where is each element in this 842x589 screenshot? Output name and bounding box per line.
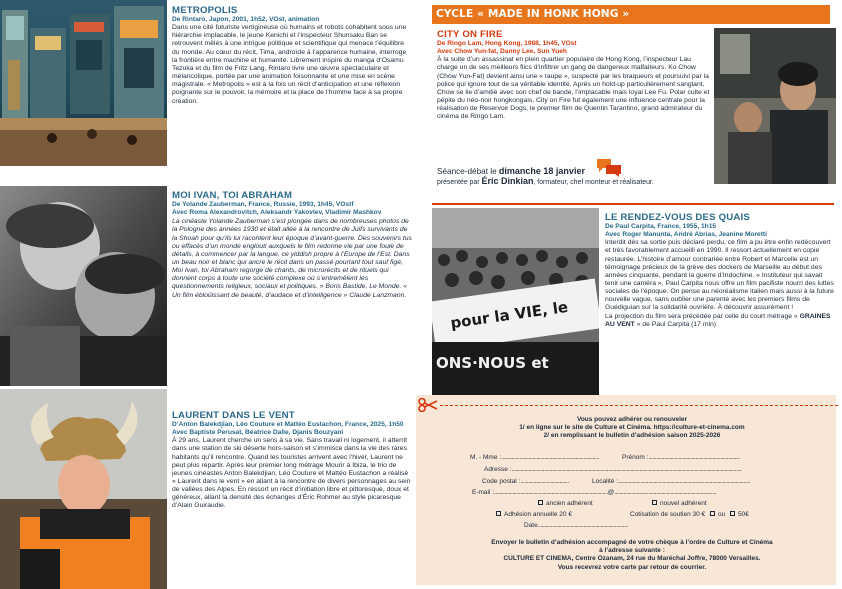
film-title: MOI IVAN, TOI ABRAHAM	[172, 190, 293, 201]
laurent-still	[0, 389, 167, 589]
send-line-2: à l’adresse suivante :	[599, 547, 665, 555]
film-meta-director: D’Anton Balekdjian, Léo Couture et Mattéo Eustachon, France, 2025, 1h50	[172, 421, 404, 428]
city-on-fire-still	[714, 28, 836, 184]
film-note: La projection du film sera précédée par celle du court métrage « GRAINES AU VENT » de Paul Carpita (17 min)	[605, 312, 831, 328]
checkbox-icon	[496, 511, 501, 516]
field-postal-code[interactable]: Code postal :.....................................	[482, 478, 569, 485]
banner-text-2: ONS·NOUS et	[436, 354, 549, 372]
membership-form	[436, 416, 828, 441]
checkbox-annual-fee[interactable]: Adhésion annuelle 20 €	[496, 511, 572, 518]
film-synopsis: À 29 ans, Laurent cherche un sens à sa vie. Sans travail ni logement, il atterrit dans une station de ski déserte hors-saison et s’immisce dans la vie des rares habitants qu’il rencontre. Quand les touristes arrivent avec l’hiver, Laurent ne peut plus repartir. Après leur premier long métrage Mourir à Ibiza, le trio de jeunes cinéastes Anton Balekdjian, Léo Couture et Mattéo Eustachon a réalisé « Laurent dans le vent » en allant à la rencontre de divers personnages au sein de vallées des Alpes. En ressort un récit d’initiation libre et pittoresque, doux et généreux, allant la densité des échanges d’Éric Rohmer au style picaresque d’Alain Guiraudie.	[172, 437, 411, 510]
film-meta-cast: Avec Chow Yun-fat, Danny Lee, Sun Yueh	[437, 48, 567, 56]
cycle-banner	[432, 5, 830, 24]
checkbox-icon	[730, 511, 735, 516]
form-intro-2[interactable]: 1/ en ligne sur le site de Culture et Cinéma. https://culture-et-cinema.com	[519, 424, 745, 432]
seance-line-2: présentée par Éric Dinkian, formateur, chef monteur et réalisateur.	[437, 175, 654, 186]
send-line-1: Envoyer le bulletin d’adhésion accompagné de votre chèque à l’ordre de Culture et Cinéma	[491, 539, 773, 546]
field-email[interactable]: E-mail :.......................................................................................@..............................................................................	[472, 489, 717, 496]
seance-info	[437, 167, 717, 187]
film-city-on-fire	[437, 29, 711, 121]
film-synopsis: À la suite d’un assassinat en plein quartier populaire de Hong Kong, l’inspecteur Lau charge un de ses meilleurs flics d’infiltrer un gang de dangereux malfaiteurs. Ko Chow (Chow Yun-Fat) devient ainsi une « taupe », suspecté par les braqueurs et poursuivi par la police qui ignore tout de sa véritable identité. Après un hold-up particulièrement sanglant, Chow se lie d’amitié avec son chef de bande, l’implacable mais loyal Lee Fu. Polar culte et pépite du néo-noir hongkongais, City on Fire fut également une influence centrale pour la réalisation de Reservoir Dogs, le premier film de Quentin Tarantino, grand admirateur du cinéma de Ringo Lam.	[437, 56, 710, 121]
film-title: METROPOLIS	[172, 5, 238, 16]
seance-guest: Éric Dinkian	[481, 175, 534, 186]
film-meta: De Rintaro, Japon, 2001, 1h52, VOst, animation	[172, 16, 320, 23]
banner-text-1: pour la VIE, le	[449, 297, 570, 333]
film-moi-ivan	[172, 190, 412, 300]
film-title: LE RENDEZ-VOUS DES QUAIS	[605, 212, 750, 223]
cut-line	[440, 405, 838, 406]
field-civility[interactable]: M. - Mme :...........................................................................	[470, 454, 600, 461]
send-line-4: Vous recevrez votre carte par retour de courrier.	[557, 563, 707, 571]
film-meta-cast: Avec Roger Manunta, André Abrias, Jeanine Moretti	[605, 231, 767, 239]
speech-bubbles-icon	[596, 158, 622, 178]
field-firstname[interactable]: Prénom :......................................................................	[622, 454, 740, 461]
film-meta-director: De Ringo Lam, Hong Kong, 1988, 1h45, VOst	[437, 40, 577, 47]
film-meta-cast: Avec Roma Alexandrovitch, Aleksandr Yakovlev, Vladimir Mashkov	[172, 209, 382, 217]
section-divider	[432, 203, 834, 205]
cycle-label: CYCLE « MADE IN HONK HONG »	[436, 8, 630, 20]
form-intro-3: 2/ en remplissant le bulletin d’adhésion saison 2025-2026	[543, 432, 721, 440]
film-title: LAURENT DANS LE VENT	[172, 410, 295, 421]
checkbox-former-member[interactable]: ancien adhérent	[538, 500, 593, 507]
film-metropolis	[172, 5, 412, 106]
checkbox-support-fee[interactable]: Cotisation de soutien 30 € ou 50€	[630, 511, 749, 518]
form-intro-1: Vous pouvez adhérer ou renouveler	[576, 416, 688, 423]
film-title: CITY ON FIRE	[437, 29, 503, 40]
metropolis-still	[0, 0, 167, 166]
seance-date: dimanche 18 janvier	[498, 166, 585, 176]
quais-still	[432, 208, 599, 398]
film-synopsis: La cinéaste Yolande Zauberman s’est plongée dans de nombreuses photos de la Pologne des années 1930 et était allée à la rencontre de Juifs survivants de la Shoah pour qu’ils lui racontent leur époque d’avant-guerre. Des souvenirs tus ou effacés d’un monde englouti auxquels le film redonne vie par une foule de détails, à commencer par la langue, ce yiddish propre à l’Europe de l’Est. Dans un beau noir et blanc qui ancre le récit dans un passé pourtant tout sauf figé, Moi Ivan, toi Abraham regorge de chants, de microrécits et de rituels qui donnent corps à toute une société complexe où s’entremêlent les questionnements religieux, sociaux et politiques. » Boris Bastide, Le Monde. « Un film ébloüissant de beauté, d’audace et d’intelligence » Claude Lanzmann.	[172, 218, 412, 299]
seance-line-1: Séance-débat le dimanche 18 janvier	[437, 166, 585, 176]
film-synopsis: Interdit dès sa sortie puis déclaré perdu, ce film a pu être enfin redécouvert et très favorablement accueilli en 1990. Il ressort actuellement en copie restaurée. L’histoire d’amour contrariée entre Robert et Marcelle est un témoignage précieux de la grève des dockers de Marseille au début des années cinquante, pendant la guerre d’Indochine. « Instituteur qui savait tenir une caméra », Paul Carpita nous offre un film pacifiste nourri des luttes sociales de l’époque. On pense au néoréalisme italien mais aussi à la future nouvelle vague, sans oublier une parenté avec les premiers films de Guédiguian sur la solidarité ouvrière. À découvrir assurément !	[605, 239, 834, 312]
form-send-instructions	[436, 539, 828, 572]
scissors-icon	[418, 398, 438, 412]
film-laurent	[172, 410, 412, 511]
film-meta-cast: Avec Baptiste Perusat, Béatrice Dalle, Djanis Bouzyani	[172, 429, 344, 437]
film-rendez-vous-des-quais	[605, 212, 836, 329]
checkbox-icon	[710, 511, 715, 516]
film-meta-director: De Paul Carpita, France, 1955, 1h15	[605, 223, 717, 230]
send-line-3: CULTURE ET CINEMA, Centre Ozanam, 24 rue du Maréchal Joffre, 78000 Versailles.	[503, 555, 761, 563]
checkbox-icon	[652, 500, 657, 505]
checkbox-icon	[538, 500, 543, 505]
field-locality[interactable]: Localité :.....................................................................................................	[592, 478, 750, 485]
film-synopsis: Dans une cité futuriste vertigineuse où humains et robots cohabitent sous une hiérarchie implacable, le jeune Kenichi et l’inspecteur Shunsaku Ban se retrouvent mêlés à une intrigue politique et scientifique qui menace l’équilibre du monde. Au cœur du récit, Tima, androïde à l’apparence humaine, interroge la frontière entre machine et humanité. Librement inspiré du manga d’Osamu Tezuka et du film de Fritz Lang, Rintaro livre une œuvre spectaculaire et mélancolique, portée par une animation foisonnante et une mise en scène magistrale. « Metropolis » est à la fois un récit d’anticipation et une réflexion poignante sur le pouvoir, la mémoire et la place de l’homme face à sa propre création.	[172, 24, 407, 105]
film-meta-director: De Yolande Zauberman, France, Russie, 1993, 1h45, VOstf	[172, 201, 354, 208]
field-date[interactable]: Date.....................................................................	[524, 522, 628, 529]
field-address[interactable]: Adresse :................................................................................................................................................................................	[484, 466, 742, 473]
moi-ivan-still	[0, 186, 167, 386]
checkbox-new-member[interactable]: nouvel adhérent	[652, 500, 707, 507]
